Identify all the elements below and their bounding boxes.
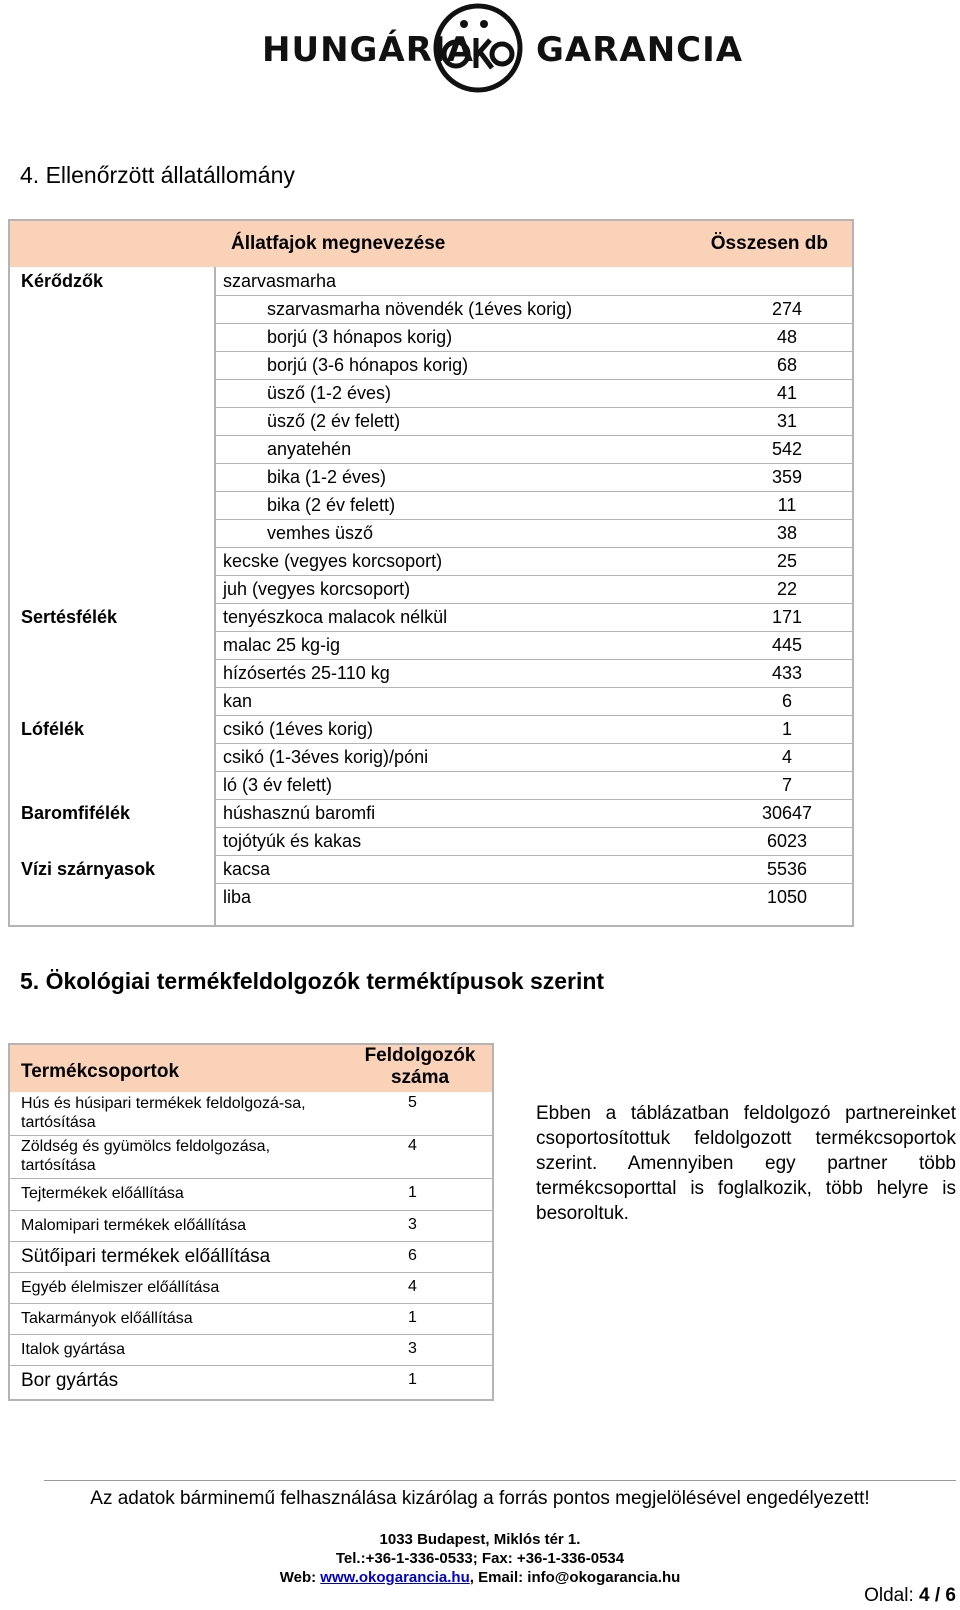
animal-name: malac 25 kg-ig <box>223 635 341 655</box>
footer-phone: Tel.:+36-1-336-0533; Fax: +36-1-336-0534 <box>335 1550 625 1567</box>
animal-name: ló (3 év felett) <box>223 775 333 795</box>
processor-count: 3 <box>408 1340 417 1357</box>
animal-count: 22 <box>776 579 798 599</box>
animal-count: 6023 <box>766 831 808 851</box>
livestock-row <box>215 351 852 380</box>
product-group-name: Italok gyártása <box>21 1341 126 1358</box>
animal-name: csikó (1-3éves korig)/póni <box>223 747 429 767</box>
livestock-row <box>215 827 852 856</box>
animal-count: 38 <box>776 523 798 543</box>
processor-count: 1 <box>408 1371 417 1388</box>
livestock-row <box>215 323 852 352</box>
product-group-row <box>10 1241 492 1273</box>
animal-name: szarvasmarha <box>223 271 337 291</box>
section5-title: 5. Ökológiai termékfeldolgozók terméktípusok szerint <box>20 968 605 994</box>
livestock-table <box>8 219 854 927</box>
animal-name: üsző (1-2 éves) <box>267 383 392 403</box>
logo-text-left: HUNGÁRIA <box>262 30 474 70</box>
product-group-name: Egyéb élelmiszer előállítása <box>21 1279 220 1296</box>
animal-count: 433 <box>771 663 803 683</box>
livestock-row <box>215 687 852 716</box>
animal-count: 1 <box>781 719 792 739</box>
processors-table <box>8 1043 494 1401</box>
animal-count: 11 <box>777 495 797 515</box>
product-group-row <box>10 1092 492 1136</box>
product-group-name: Hús és húsipari termékek feldolgozá-sa, tartósítása <box>21 1095 306 1131</box>
page-number <box>864 1585 956 1607</box>
animal-name: tenyészkoca malacok nélkül <box>223 607 448 627</box>
usage-disclaimer: Az adatok bárminemű felhasználása kizárólag a forrás pontos megjelölésével engedélyezett! <box>90 1488 870 1509</box>
table-note: Ebben a táblázatban feldolgozó partnereinket csoportosítottuk feldolgozott termékcsoportok szerint. Amennyiben egy partner több termékcsoporttal is foglalkozik, több helyre is besoroltuk. <box>536 1103 956 1224</box>
product-group-name: Zöldség és gyümölcs feldolgozása, tartósítása <box>21 1138 271 1174</box>
animal-count: 274 <box>771 299 803 319</box>
animal-category: Kérődzők <box>21 271 104 291</box>
animal-name: hízósertés 25-110 kg <box>223 663 390 683</box>
animal-count: 6 <box>781 691 792 711</box>
animal-count: 30647 <box>761 803 813 823</box>
livestock-row <box>215 379 852 408</box>
livestock-row <box>215 743 852 772</box>
product-group-row <box>10 1365 492 1397</box>
web-label: Web: <box>279 1569 321 1586</box>
animal-name: vemhes üsző <box>267 523 374 543</box>
animal-name: szarvasmarha növendék (1éves korig) <box>267 299 573 319</box>
animal-name: tojótyúk és kakas <box>223 831 362 851</box>
animal-count: 359 <box>771 467 803 487</box>
animal-name: anyatehén <box>267 439 352 459</box>
animal-count: 542 <box>771 439 803 459</box>
oko-logo-icon <box>432 2 524 94</box>
livestock-row <box>215 883 852 911</box>
animal-count: 25 <box>776 551 798 571</box>
product-group-row <box>10 1334 492 1366</box>
product-group-row <box>10 1135 492 1179</box>
product-group-row <box>10 1178 492 1211</box>
processor-count: 5 <box>408 1094 417 1111</box>
animal-name: kacsa <box>223 859 271 879</box>
livestock-row <box>215 547 852 576</box>
processor-count: 1 <box>408 1309 417 1326</box>
animal-category: Vízi szárnyasok <box>21 859 156 879</box>
livestock-row <box>215 491 852 520</box>
col-processor-count: Feldolgozók száma <box>364 1045 476 1088</box>
product-group-name: Bor gyártás <box>21 1370 119 1391</box>
processor-count: 4 <box>408 1137 417 1154</box>
footer-contact <box>0 1569 960 1586</box>
processors-table-header <box>10 1045 492 1092</box>
page-value: 4 / 6 <box>919 1585 956 1606</box>
animal-name: juh (vegyes korcsoport) <box>223 579 411 599</box>
livestock-row <box>215 519 852 548</box>
section4-title: 4. Ellenőrzött állatállomány <box>20 162 295 188</box>
animal-count: 1050 <box>766 887 808 907</box>
animal-count: 4 <box>781 747 792 767</box>
animal-category: Baromfifélék <box>21 803 131 823</box>
livestock-row <box>215 715 852 744</box>
animal-count: 48 <box>776 327 798 347</box>
animal-name: húshasznú baromfi <box>223 803 376 823</box>
col-animal-name: Állatfajok megnevezése <box>231 233 446 254</box>
product-group-row <box>10 1272 492 1304</box>
animal-category: Sertésfélék <box>21 607 118 627</box>
animal-name: liba <box>223 887 252 907</box>
email-address[interactable]: info@okogarancia.hu <box>527 1569 681 1586</box>
processor-count: 4 <box>408 1278 417 1295</box>
product-group-name: Sütőipari termékek előállítása <box>21 1246 271 1267</box>
page-label: Oldal: <box>864 1585 920 1606</box>
animal-category: Lófélék <box>21 719 85 739</box>
livestock-row <box>215 463 852 492</box>
livestock-row <box>215 407 852 436</box>
livestock-row <box>215 631 852 660</box>
livestock-row <box>215 771 852 800</box>
livestock-row <box>215 855 852 884</box>
animal-count: 171 <box>771 607 803 627</box>
animal-name: borjú (3-6 hónapos korig) <box>267 355 469 375</box>
processor-count: 3 <box>408 1216 417 1233</box>
logo-text-right: GARANCIA <box>536 30 744 70</box>
processor-count: 6 <box>408 1247 417 1264</box>
col-total: Összesen db <box>710 233 828 254</box>
livestock-table-header <box>10 221 852 267</box>
livestock-row <box>215 799 852 828</box>
product-group-row <box>10 1210 492 1242</box>
product-group-row <box>10 1303 492 1335</box>
animal-name: kan <box>223 691 253 711</box>
livestock-row <box>215 659 852 688</box>
animal-name: üsző (2 év felett) <box>267 411 401 431</box>
col-product-group: Termékcsoportok <box>21 1061 180 1082</box>
footer-address: 1033 Budapest, Miklós tér 1. <box>379 1531 581 1548</box>
footer-divider <box>44 1480 956 1481</box>
email-label: , Email: <box>469 1569 528 1586</box>
animal-name: kecske (vegyes korcsoport) <box>223 551 443 571</box>
animal-name: bika (2 év felett) <box>267 495 396 515</box>
animal-name: bika (1-2 éves) <box>267 467 387 487</box>
animal-name: csikó (1éves korig) <box>223 719 374 739</box>
livestock-row <box>215 295 852 324</box>
animal-count: 68 <box>776 355 798 375</box>
animal-count: 7 <box>781 775 792 795</box>
animal-count: 445 <box>771 635 803 655</box>
animal-name: borjú (3 hónapos korig) <box>267 327 453 347</box>
animal-count: 41 <box>776 383 798 403</box>
livestock-row <box>215 267 852 296</box>
product-group-name: Tejtermékek előállítása <box>21 1185 184 1202</box>
processor-count: 1 <box>408 1184 417 1201</box>
website-link[interactable]: www.okogarancia.hu <box>320 1569 470 1586</box>
animal-count: 5536 <box>766 859 808 879</box>
livestock-row <box>215 603 852 632</box>
livestock-row <box>215 435 852 464</box>
product-group-name: Takarmányok előállítása <box>21 1310 193 1327</box>
product-group-name: Malomipari termékek előállítása <box>21 1217 246 1234</box>
livestock-row <box>215 575 852 604</box>
hungaria-oko-garancia-logo <box>262 2 744 94</box>
animal-count: 31 <box>776 411 798 431</box>
